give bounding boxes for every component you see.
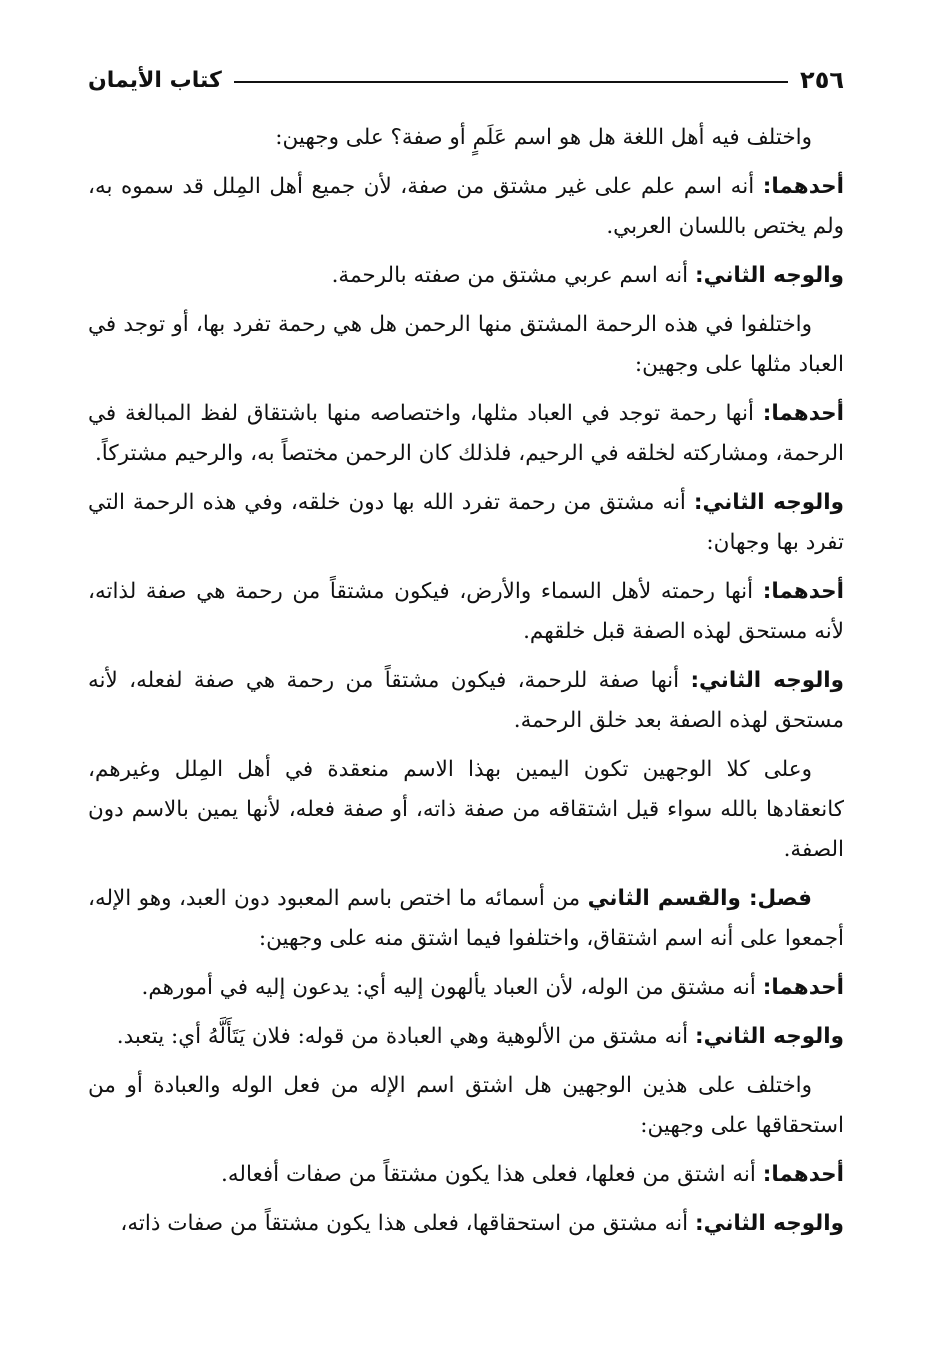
paragraph-text: أنه مشتق من الألوهية وهي العبادة من قوله: فلان يَتَأَلَّهُ أي: يتعبد. (116, 1024, 695, 1049)
paragraph (88, 167, 844, 247)
paragraph-text: أنها رحمته لأهل السماء والأرض، فيكون مشتقاً من رحمة هي صفة لذاته، لأنه مستحق لهذه الصفة قبل خلقهم. (88, 579, 844, 644)
paragraph-label: أحدهما: (762, 1162, 844, 1187)
paragraph-text: وعلى كلا الوجهين تكون اليمين بهذا الاسم منعقدة في أهل المِلل وغيرهم، كانعقادها بالله سواء قيل اشتقاقه من صفة ذاته، أو صفة فعله، لأنها يمين بالاسم دون الصفة. (88, 757, 844, 862)
running-header (88, 60, 844, 100)
paragraph-label: والوجه الثاني: (693, 490, 844, 515)
paragraph (88, 750, 844, 870)
header-rule (234, 81, 788, 83)
paragraph (88, 483, 844, 563)
paragraph-label: أحدهما: (762, 401, 844, 426)
paragraph-text: واختلف على هذين الوجهين هل اشتق اسم الإله من فعل الوله والعبادة أو من استحقاقها على وجهين: (88, 1073, 844, 1138)
page-number: ٢٥٦ (800, 66, 844, 94)
paragraph (88, 572, 844, 652)
paragraph (88, 1204, 844, 1244)
paragraph-label: فصل: والقسم الثاني (587, 886, 812, 911)
paragraph-text: أنه مشتق من رحمة تفرد الله بها دون خلقه، وفي هذه الرحمة التي تفرد بها وجهان: (88, 490, 844, 555)
paragraph-text: أنه مشتق من الوله، لأن العباد يألهون إليه أي: يدعون إليه في أمورهم. (141, 975, 763, 1000)
paragraph (88, 1017, 844, 1057)
paragraph-text: أنها صفة للرحمة، فيكون مشتقاً من رحمة هي صفة لفعله، لأنه مستحق لهذه الصفة بعد خلق الرحمة. (88, 668, 844, 733)
paragraph (88, 879, 844, 959)
paragraph (88, 256, 844, 296)
paragraph-text: واختلفوا في هذه الرحمة المشتق منها الرحمن هل هي رحمة تفرد بها، أو توجد في العباد مثلها على وجهين: (88, 312, 844, 377)
paragraph-text: أنه مشتق من استحقاقها، فعلى هذا يكون مشتقاً من صفات ذاته، (120, 1211, 695, 1236)
book-title: كتاب الأيمان (88, 67, 222, 93)
paragraph-text: أنها رحمة توجد في العباد مثلها، واختصاصه منها باشتقاق لفظ المبالغة في الرحمة، ومشاركته لخلقه في الرحيم، فلذلك كان الرحمن مختصاً به، والرحيم مشتركاً. (88, 401, 844, 466)
paragraph-label: أحدهما: (762, 174, 844, 199)
paragraph (88, 305, 844, 385)
paragraph-text: من أسمائه ما اختص باسم المعبود دون العبد، وهو الإله، أجمعوا على أنه اسم اشتقاق، واختلفوا فيما اشتق منه على وجهين: (88, 886, 844, 951)
document-page (88, 60, 844, 1253)
paragraph (88, 1066, 844, 1146)
paragraph-label: والوجه الثاني: (694, 263, 844, 288)
paragraph-label: أحدهما: (762, 975, 844, 1000)
paragraph (88, 968, 844, 1008)
paragraph-text: أنه اسم علم على غير مشتق من صفة، لأن جميع أهل المِلل قد سموه به، ولم يختص باللسان العربي. (88, 174, 844, 239)
paragraph (88, 661, 844, 741)
paragraph-text: أنه اشتق من فعلها، فعلى هذا يكون مشتقاً من صفات أفعاله. (221, 1162, 763, 1187)
paragraph-text: واختلف فيه أهل اللغة هل هو اسم عَلَمٍ أو صفة؟ على وجهين: (275, 125, 812, 150)
body-text (88, 118, 844, 1244)
paragraph-label: والوجه الثاني: (694, 1024, 844, 1049)
paragraph-label: أحدهما: (762, 579, 844, 604)
paragraph (88, 1155, 844, 1195)
paragraph (88, 118, 844, 158)
paragraph (88, 394, 844, 474)
paragraph-label: والوجه الثاني: (690, 668, 844, 693)
paragraph-label: والوجه الثاني: (694, 1211, 844, 1236)
paragraph-text: أنه اسم عربي مشتق من صفته بالرحمة. (331, 263, 695, 288)
